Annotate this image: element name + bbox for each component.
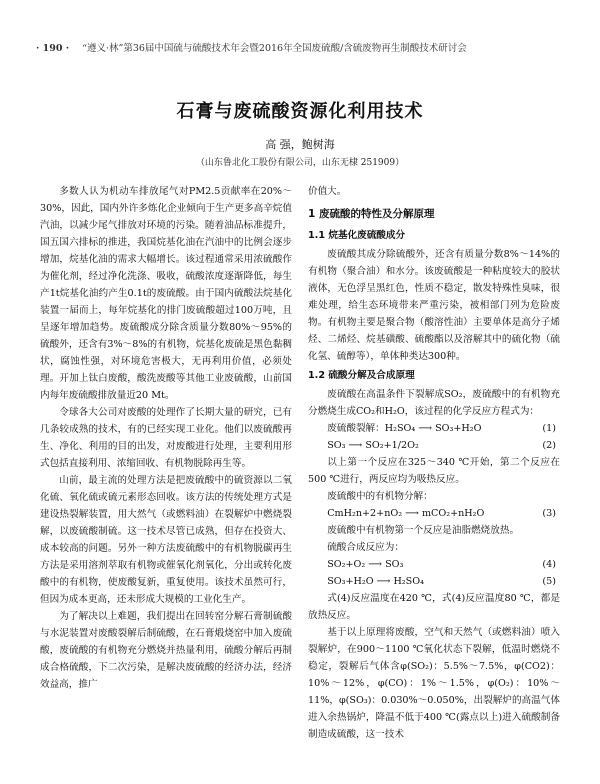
left-paragraph-1: 多数人认为机动车排放尾气对PM2.5贡献率在20%～30%，因此，国内外许多炼化企业倾向于生产更多高辛烷值汽油，以减少尾气排放对环境的污染。随着油品标准提升，国五国六排标的推进，我国烷基化油在汽油中的比例会逐步增加，烷基化油的需求大幅增长。该过程通常采用浓硫酸作为催化剂，经过净化洗涤、吸收，硫酸浓度逐渐降低，每生产1t烷基化油约产生0.1t的废硫酸。由于国内硫酸法烷基化装置一届而上，每年烷基化的排门废硫酸超过100万吨，且呈逐年增加趋势。废硫酸成分除含质量分数80%～95%的硫酸外，还含有3%～8%的有机物，烷基化废硫是黑色黏稠状，腐蚀性强，对环境危害极大，无再利用价值，必须处理。开加上钛白废酸，酸洗废酸等其他工业废硫酸，山前国内每年废硫酸排放量近20 Mt。 <box>40 186 292 401</box>
equation-4-body: SO₂+O₂ ⟶ SO₃ <box>327 559 404 570</box>
equation-1 <box>308 420 560 437</box>
equation-5 <box>308 573 560 590</box>
authors: 高 强，鲍树海 <box>265 138 335 151</box>
equation-5-body: SO₃+H₂O ⟶ H₂SO₄ <box>327 576 424 587</box>
page-number: · 190 · <box>36 43 70 54</box>
running-header <box>36 40 564 54</box>
paper-title: 石膏与废硫酸资源化利用技术 <box>176 101 424 122</box>
final-paragraph: 基于以上原理将废酸，空气和天然气（或燃料油）喷入裂解炉，在900～1100 ℃氧化状态下裂解，低温时燃烧不稳定，裂解后气体含φ(SO₂)：5.5%～7.5%，φ(CO2)：10%～12%，φ(CO)：1%～1.5%，φ(O₂)：10%～11%，φ(SO₃)：0.030%～0.050%，出裂解炉的高温气体进入余热锅炉，降温不低于400 ℃(露点以上)进入硫酸制备制造成硫酸，这一技术 <box>308 627 560 740</box>
left-paragraph-3: 山前，最主流的处理方法是把废硫酸中的硫资源以二氧化硫、氧化硫或硫元素形态回收。该方法的传统处理方式是建设热裂解装置，用大然气（或燃料油）在裂解炉中燃烧裂解，以废硫酸制硫。这一技术尽管已成熟，但存在投资大、成本较高的问题。另外一种方法废硫酸中的有机物脱碳再生方法是采用溶剂萃取有机物或催氧化剂氧化，分出或转化废酸中的有机物，使废酸复新，重复使用。该技术虽然可行，但因为成本更高，还未形成大规模的工业化生产。 <box>40 475 292 605</box>
left-paragraph-2: 令球各大公司对废酸的处理作了长期大量的研究，已有几条较成熟的技术，有的已经实现工业化。他们以废硫酸再生、净化、利用的目的出发，对废酸进行处理，主要利用形式包括直接利用、浓缩回收、有机物脱除再生等。 <box>40 407 292 469</box>
para-after-eq2: 以上第一个反应在325～340 ℃开始，第二个反应在500 ℃进行，两反应均为吸热反应。 <box>308 457 560 485</box>
equation-2-number: (2) <box>542 440 556 451</box>
affiliation: （山东鲁北化工股份有限公司，山东无棣 251909） <box>195 158 405 168</box>
para-after-eq5: 式(4)反应温度在420 ℃，式(4)反应温度80 ℃，都是放热反应。 <box>308 593 560 621</box>
para-after-eq3: 废硫酸中有机物第一个反应是油脂燃烧放热。 <box>327 525 520 536</box>
left-column <box>40 183 292 693</box>
synthesis-intro: 硫酸合成反应为： <box>327 542 404 553</box>
equation-2-body: SO₃ ⟶ SO₂+1/2O₂ <box>327 440 419 451</box>
section-1-heading: 1 废硫酸的特性及分解原理 <box>308 208 435 220</box>
section-1-2-heading: 1.2 硫酸分解及合成原理 <box>308 370 415 381</box>
left-paragraph-4: 为了解决以上难题，我们提出在回转窑分解石膏制硫酸与水泥装置对废酸裂解后制硫酸，在石膏煅烧窑中加入废硫酸，废硫酸的有机物充分燃烧并热量利用，硫酸分解后再制成合格硫酸，下二次污染，是解决废硫酸的经济办法，经济效益高，推广 <box>40 611 292 690</box>
equation-4 <box>308 556 560 573</box>
section-1-1-text: 废硫酸其成分除硫酸外，还含有质量分数8%～14%的有机物（聚合油）和水分。该废硫酸是一种粘度较大的胶状液体，无色浮呈黑红色，性质不稳定，散发特殊性臭味，很难处理，给生态环境带来严重污染，被相部门列为危险废物。有机物主要是聚合物（酸溶性油）主要单体是高分子烯烃、二烯烃、烷基磺酸、硫酸酯以及溶解其中的硫化物（硫化氢、硫醇等），单体种类达300种。 <box>308 249 560 362</box>
organic-intro: 废硫酸中的有机物分解： <box>327 491 433 502</box>
equation-1-number: (1) <box>542 423 556 434</box>
right-column <box>308 183 560 743</box>
section-1-1-heading: 1.1 烷基化废硫酸成分 <box>308 230 406 241</box>
running-title: “遵义·林”第36届中国硫与硫酸技术年会暨2016年全国废硫酸/含硫废物再生制酸技术研讨会 <box>82 43 467 54</box>
equation-4-number: (4) <box>542 559 556 570</box>
equation-3 <box>308 505 560 522</box>
right-intro: 价值大。 <box>308 186 347 197</box>
equation-2 <box>308 437 560 454</box>
equation-5-number: (5) <box>542 576 556 587</box>
equation-3-number: (3) <box>542 508 556 519</box>
equation-3-body: CmH₂n+2+nO₂ ⟶ mCO₂+nH₂O <box>327 508 485 519</box>
section-1-2-text: 废硫酸在高温条件下裂解成SO₂，废硫酸中的有机物充分燃烧生成CO₂和H₂O，该过程的化学反应方程式为： <box>308 389 560 417</box>
equation-1-body: 废硫酸裂解：H₂SO₄ ⟶ SO₃+H₂O <box>327 423 482 434</box>
